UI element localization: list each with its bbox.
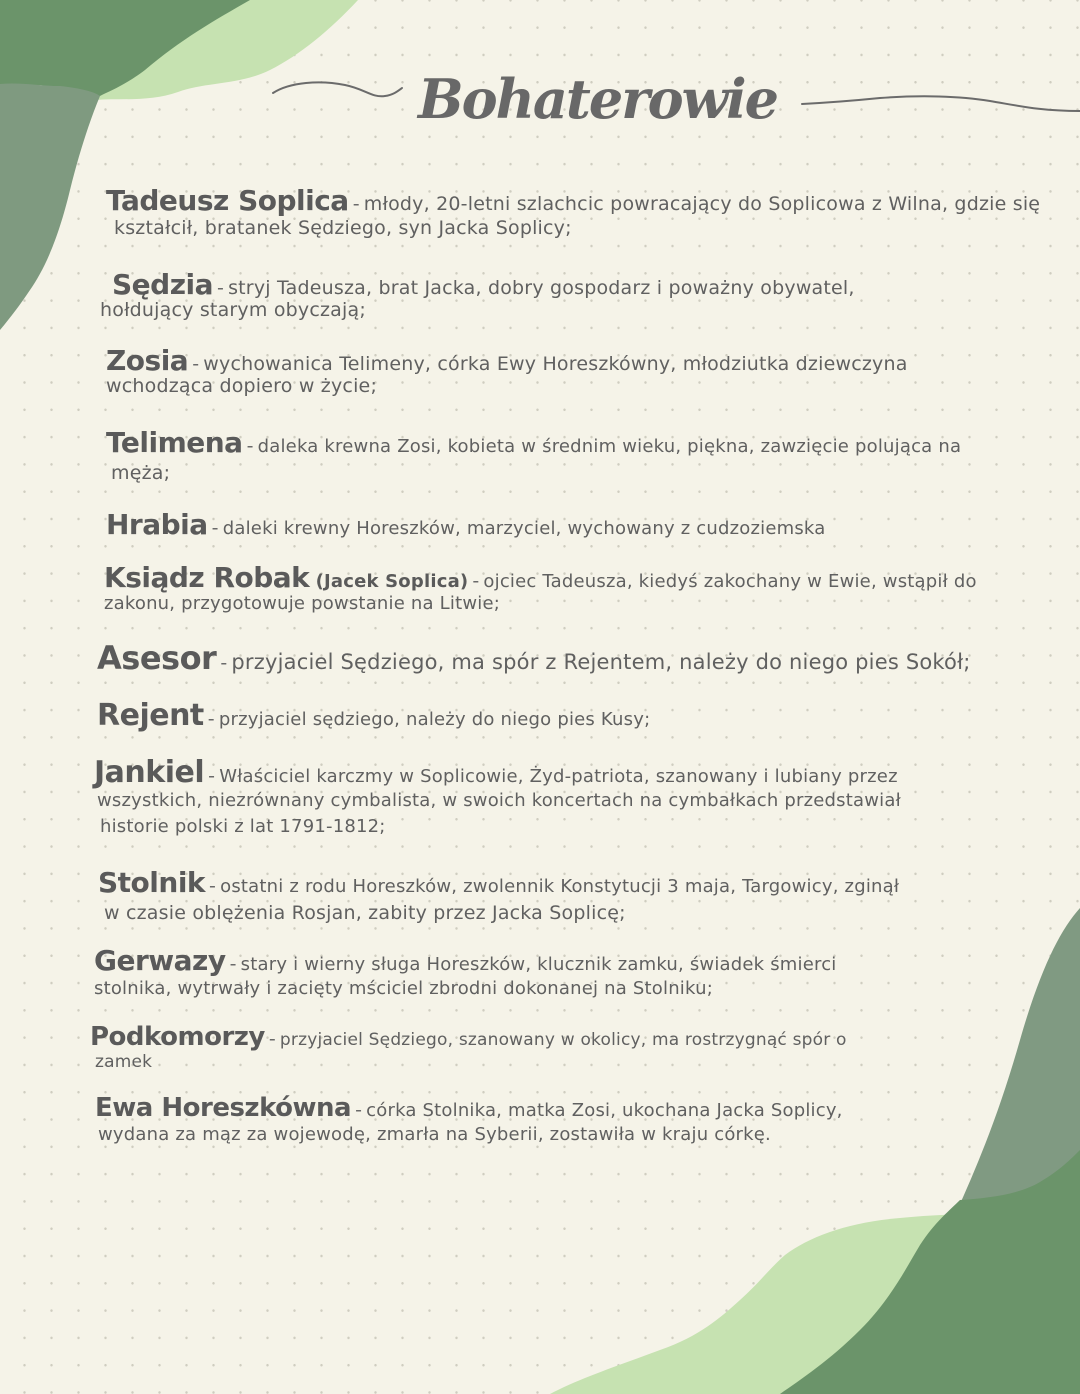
dash-separator: - <box>229 953 237 975</box>
dash-separator: - <box>472 570 480 592</box>
character-entry-tadeusz <box>106 184 1041 241</box>
character-description: przyjaciel Sędziego, ma spór z Rejentem, należy do niego pies Sokół; <box>231 650 971 674</box>
character-name: Asesor <box>97 639 217 677</box>
character-description: ojciec Tadeusza, kiedyś zakochany w Ewie, wstąpił do <box>483 571 977 592</box>
character-entry-stolnik <box>98 866 900 926</box>
character-entry-jankiel <box>94 755 901 840</box>
character-entry-asesor <box>97 639 971 677</box>
dash-separator: - <box>211 517 219 539</box>
character-description: wychowanica Telimeny, córka Ewy Horeszkówny, młodziutka dziewczyna <box>203 353 908 375</box>
character-description-line2: wszystkich, niezrównany cymbalista, w swoich koncertach na cymbałkach przedstawiał <box>97 790 901 811</box>
character-name: Ksiądz Robak <box>104 561 310 594</box>
character-name: Hrabia <box>106 508 208 541</box>
character-description-line2: męża; <box>111 462 171 484</box>
character-name: Podkomorzy <box>90 1022 265 1052</box>
character-entry-zosia <box>106 344 908 399</box>
dash-separator: - <box>192 353 200 375</box>
character-entry-sedzia <box>100 268 855 323</box>
character-entry-hrabia <box>106 508 826 542</box>
dash-separator: - <box>352 193 360 215</box>
character-entry-podkomorzy <box>90 1024 847 1075</box>
page-title: Bohaterowie <box>418 67 778 131</box>
character-description-line2: wydana za mąz za wojewodę, zmarła na Syberii, zostawiła w kraju córkę. <box>98 1124 771 1145</box>
character-description: daleka krewna Zosi, kobieta w średnim wieku, piękna, zawzięcie polująca na <box>257 436 962 457</box>
character-description: przyjaciel Sędziego, szanowany w okolicy, ma rostrzygnąć spór o <box>279 1030 847 1050</box>
character-entry-telimena <box>106 426 962 486</box>
character-description: przyjaciel sędziego, należy do niego pies Kusy; <box>218 709 651 730</box>
character-description-line2: stolnika, wytrwały i zacięty mściciel zbrodni dokonanej na Stolniku; <box>94 978 713 999</box>
character-description-line2: zamek <box>95 1052 153 1072</box>
character-name: Sędzia <box>112 268 213 301</box>
character-description: Właściciel karczmy w Soplicowie, Żyd-patriota, szanowany i lubiany przez <box>219 766 898 787</box>
character-description-line2: w czasie oblężenia Rosjan, zabity przez Jacka Soplicę; <box>104 902 626 924</box>
character-entry-gerwazy <box>94 944 837 1002</box>
character-description-line2: zakonu, przygotowuje powstanie na Litwie; <box>104 593 501 614</box>
character-name: Tadeusz Soplica <box>106 184 349 217</box>
character-entry-ewa-horeszkowna <box>95 1095 843 1148</box>
character-name: Jankiel <box>94 755 205 790</box>
character-description-line2: wchodząca dopiero w życie; <box>106 375 378 397</box>
character-name: Ewa Horeszkówna <box>95 1093 352 1123</box>
dash-separator: - <box>217 277 225 299</box>
character-entry-rejent <box>97 698 651 733</box>
dash-separator: - <box>208 765 216 787</box>
character-description: młody, 20-letni szlachcic powracający do Soplicowa z Wilna, gdzie się <box>363 193 1041 215</box>
character-name: Rejent <box>97 698 204 733</box>
character-alias: (Jacek Soplica) <box>315 571 469 592</box>
character-name: Telimena <box>106 426 243 459</box>
character-description-line3: historie polski z lat 1791-1812; <box>100 816 386 837</box>
character-entry-ksiadz-robak <box>104 561 977 617</box>
character-description: daleki krewny Horeszków, marzyciel, wychowany z cudzoziemska <box>222 518 826 539</box>
character-description: córka Stolnika, matka Zosi, ukochana Jacka Soplicy, <box>366 1100 843 1121</box>
character-description: ostatni z rodu Horeszków, zwolennik Konstytucji 3 maja, Targowicy, zginął <box>220 876 900 897</box>
dash-separator: - <box>207 708 215 730</box>
dash-separator: - <box>209 875 217 897</box>
dash-separator: - <box>220 652 228 674</box>
character-description-line2: kształcił, bratanek Sędziego, syn Jacka Soplicy; <box>114 217 572 239</box>
character-name: Stolnik <box>98 866 206 899</box>
dash-separator: - <box>268 1028 276 1050</box>
dash-separator: - <box>355 1099 363 1121</box>
character-description: stryj Tadeusza, brat Jacka, dobry gospodarz i poważny obywatel, <box>228 277 855 299</box>
dash-separator: - <box>246 435 254 457</box>
character-description: stary i wierny sługa Horeszków, klucznik zamku, świadek śmierci <box>240 954 837 975</box>
character-description-line2: hołdujący starym obyczają; <box>100 299 366 321</box>
character-name: Zosia <box>106 344 189 377</box>
character-name: Gerwazy <box>94 944 226 977</box>
